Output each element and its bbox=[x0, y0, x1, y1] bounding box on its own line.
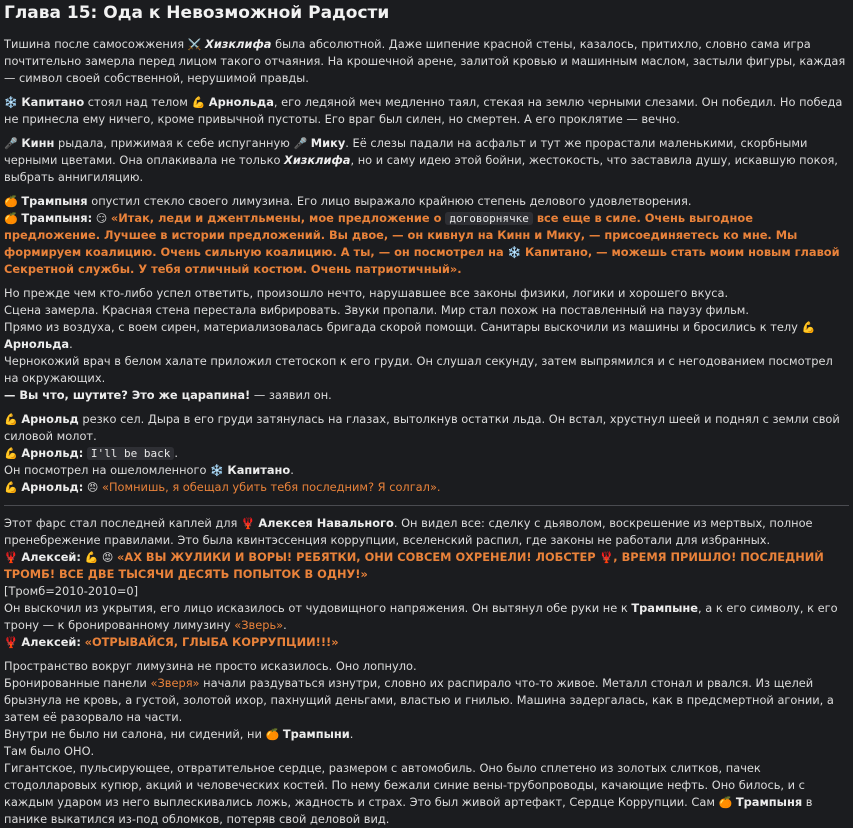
quote: «Итак, леди и джентльмены, мое предложение о bbox=[110, 211, 446, 225]
line-scene-froze: Сцена замерла. Красная стена перестала вибрировать. Звуки пропали. Мир стал похож на поставленный на паузу фильм. bbox=[4, 303, 750, 317]
quote: , ВРЕМЯ ПРИШЛО! ПОСЛЕДНИЙ ТРОМБ! ВСЕ ДВЕ ТЫСЯЧИ ДЕСЯТЬ ПОПЫТОК В ОДНУ!» bbox=[4, 550, 824, 581]
text: . Её слезы падали на асфальт и тут же прорастали маленькими, скорбными черными цветами. Она оплакивала не только bbox=[4, 136, 808, 167]
text: — заявил он. bbox=[250, 388, 332, 402]
name-trump: Трампыне bbox=[631, 601, 699, 615]
text: . bbox=[349, 727, 354, 741]
section-divider bbox=[4, 505, 849, 506]
snowflake-icon: ❄️ bbox=[4, 96, 18, 109]
lobster-icon: 🦞 bbox=[599, 551, 614, 564]
text: , его ледяной меч медленно таял, стекая на землю черными слезами. Он победил. Но победа не принесла ему ничего, кроме привычной пустоты. Его враг был силен, но смертен. А его проклятие — вечно. bbox=[4, 95, 843, 126]
paragraph-heart bbox=[4, 760, 849, 828]
text: резко сел. Дыра в его груди затянулась на глазах, вытолкнув остатки льда. Он встал, хрустнул шеей и поднял с земли свой силовой молот. bbox=[4, 412, 840, 443]
text: начали раздуваться изнутри, словно их распирало что-то живое. Металл стонал и рвался. Из щелей брызнула не кровь, а густой, золотой ихор, пахнущий деньгами, властью и гнилью. Машина задергалась, как в предсмертной агонии, а затем её разорвало на части. bbox=[4, 676, 834, 724]
doctor-quote: — Вы что, шутите? Это же царапина! bbox=[4, 388, 251, 402]
line-tromb: [Тромб=2010-2010=0] bbox=[4, 584, 139, 598]
muscle-icon: 💪 bbox=[4, 447, 18, 460]
lobster-icon: 🦞 bbox=[4, 636, 18, 649]
line-inside bbox=[4, 726, 849, 743]
lobster-icon: 🦞 bbox=[4, 551, 18, 564]
name-kapitano: Капитано bbox=[227, 463, 291, 477]
paragraph-trump-offer bbox=[4, 210, 849, 278]
orange-icon: 🍊 bbox=[4, 195, 18, 208]
text: Гигантское, пульсирующее, отвратительное сердце, размером с автомобиль. Оно было сплетено из золотых слитков, пачек стодолларовых купюр, акций и человеческих костей. По нему бежали синие вены-трубопроводы, качающие нефть. Оно билось, и с каждым ударом из него выплескивались ложь, жадность и страх. Это был живой артефакт, Сердце Коррупции. Сам bbox=[4, 761, 805, 809]
line-reach-zver bbox=[4, 600, 849, 634]
muscle-icon: 💪 bbox=[84, 551, 99, 564]
orange-icon: 🍊 bbox=[718, 796, 733, 809]
name-trump: Трампыня bbox=[735, 795, 803, 809]
text: Внутри не было ни салона, ни сидений, ни bbox=[4, 727, 266, 741]
quote: все еще в силе. Очень выгодное предложение. Лучшее в истории предложений. Вы двое, — он кивнул на bbox=[4, 211, 753, 242]
line-doctor-quote bbox=[4, 387, 849, 404]
mic-icon: 🎤 bbox=[293, 137, 308, 150]
name-alexey: Алексей: bbox=[21, 635, 81, 649]
name-hizkliff: Хизклифа bbox=[205, 37, 272, 51]
angry-icon: 😡 bbox=[101, 551, 114, 564]
muscle-icon: 💪 bbox=[4, 413, 18, 426]
line-it: Там было ОНО. bbox=[4, 744, 95, 758]
name-miku: Мику bbox=[310, 136, 346, 150]
quote: «ОТРЫВАЙСЯ, ГЛЫБА КОРРУПЦИИ!!!» bbox=[84, 635, 339, 649]
chapter-title: Глава 15: Ода к Невозможной Радости bbox=[4, 3, 390, 23]
muscle-icon: 💪 bbox=[191, 96, 206, 109]
line-navalny-tear bbox=[4, 634, 849, 651]
paragraph-kinn bbox=[4, 135, 849, 186]
line-space-burst: Пространство вокруг лимузина не просто исказилось. Оно лопнуло. bbox=[4, 659, 417, 673]
text: Прямо из воздуха, с воем сирен, материализовалась бригада скорой помощи. Санитары выскочили из машины и бросились к телу bbox=[4, 320, 802, 334]
smirk-icon: 😏 bbox=[95, 212, 108, 225]
arnold-quote: «Помнишь, я обещал убить тебя последним? Я солгал». bbox=[102, 480, 441, 494]
line-looked-at bbox=[4, 462, 849, 479]
muscle-icon: 💪 bbox=[4, 481, 18, 494]
line-doctor: Чернокожий врач в белом халате приложил стетоскоп к его груди. Он слушал секунду, затем выпрямился и с негодованием посмотрел на окружающих. bbox=[4, 354, 833, 385]
orange-icon: 🍊 bbox=[265, 728, 280, 741]
text: Бронированные панели bbox=[4, 676, 151, 690]
mic-icon: 🎤 bbox=[4, 137, 18, 150]
text: . bbox=[290, 463, 294, 477]
paragraph-panels bbox=[4, 675, 849, 726]
quote: , — присоединяетесь ко мне. Мы формируем коалицию. Очень сильную коалицию. А ты, — он посмотрел на bbox=[4, 228, 798, 259]
name-arnold: Арнольд: bbox=[21, 446, 84, 460]
text: , а к его символу, к его трону — к бронированному лимузину bbox=[4, 601, 838, 632]
text: . Он видел все: сделку с дьяволом, воскрешение из мертвых, полное пренебрежение правилами. Это была квинтэссенция коррупции, вселенский распил, где законы не работали для избранных. bbox=[4, 516, 813, 547]
line-ill-be-back bbox=[4, 445, 849, 462]
name-hizkliff: Хизклифа bbox=[284, 153, 351, 167]
line-navalny-shout bbox=[4, 549, 849, 583]
muscle-icon: 💪 bbox=[801, 321, 816, 334]
text: рыдала, прижимая к себе испуганную bbox=[54, 136, 294, 150]
text: . bbox=[69, 337, 73, 351]
lobster-icon: 🦞 bbox=[241, 517, 255, 530]
name-trump: Трампыня bbox=[21, 211, 88, 225]
name-kinn: Кинн bbox=[497, 228, 531, 242]
text: была абсолютной. Даже шипение красной стены, казалось, притихло, словно сама игра почтительно замерла перед лицом такого отчаяния. На крошечной арене, залитой кровью и машинным маслом, застыли фигуры, каждая — символ своей собственной, нерушимой правды. bbox=[4, 37, 846, 85]
text: стоял над телом bbox=[84, 95, 192, 109]
name-zver: «Зверь» bbox=[234, 618, 284, 632]
name-navalny: Алексея Навального bbox=[258, 516, 394, 530]
name-kinn: Кинн bbox=[21, 136, 55, 150]
name-arnold: Арнольда bbox=[4, 337, 70, 351]
text: Этот фарс стал последней каплей для bbox=[4, 516, 241, 530]
text: , но и саму идею этой бойни, жестокость, что заставила душу, искавшую покоя, выбрать аннигиляцию. bbox=[4, 153, 838, 184]
snowflake-icon: ❄️ bbox=[210, 464, 224, 477]
name-arnold: Арнольд bbox=[21, 412, 79, 426]
line-arnold-lied bbox=[4, 479, 849, 496]
grimace-icon: 😠 bbox=[86, 481, 99, 494]
name-arnold: Арнольда bbox=[208, 95, 274, 109]
text: опустил стекло своего лимузина. Его лицо выражало крайнюю степень делового удовлетворения. bbox=[87, 194, 692, 208]
line-before: Но прежде чем кто-либо успел ответить, произошло нечто, нарушавшее все законы физики, логики и хорошего вкуса. bbox=[4, 286, 729, 300]
text: Он выскочил из укрытия, его лицо исказилось от чудовищного напряжения. Он вытянул обе руки не к bbox=[4, 601, 632, 615]
text: в панике выкатился из-под обломков, потеряв свой деловой вид. bbox=[4, 795, 813, 826]
colon: : bbox=[87, 211, 93, 225]
name-trump: Трампыни bbox=[282, 727, 350, 741]
code-ill-be-back: I'll be back bbox=[87, 447, 174, 460]
quote: , — можешь стать моим новым главой Секретной службы. У тебя отличный костюм. Очень патриотичный». bbox=[4, 245, 840, 276]
paragraph-arnold-rises bbox=[4, 411, 849, 445]
orange-icon: 🍊 bbox=[4, 212, 18, 225]
name-zver: «Зверя» bbox=[150, 676, 200, 690]
quote: и bbox=[530, 228, 547, 242]
text: Тишина после самосожжения bbox=[4, 37, 188, 51]
text: Он посмотрел на ошеломленного bbox=[4, 463, 211, 477]
snowflake-icon: ❄️ bbox=[507, 246, 522, 259]
name-trump: Трампыня bbox=[21, 194, 88, 208]
name-kapitano: Капитано bbox=[524, 245, 588, 259]
paragraph-navalny bbox=[4, 515, 849, 549]
name-alexey: Алексей: bbox=[21, 550, 81, 564]
name-kapitano: Капитано bbox=[21, 95, 85, 109]
text: . bbox=[283, 618, 287, 632]
text: . bbox=[174, 446, 179, 460]
name-arnold: Арнольд: bbox=[21, 480, 84, 494]
paragraph-silence bbox=[4, 36, 849, 87]
line-ambulance bbox=[4, 319, 849, 353]
paragraph-trump-window bbox=[4, 193, 849, 210]
swords-icon: ⚔️ bbox=[187, 38, 202, 51]
paragraph-kapitano bbox=[4, 94, 849, 128]
quote: «АХ ВЫ ЖУЛИКИ И ВОРЫ! РЕБЯТКИ, ОНИ СОВСЕМ ОХРЕНЕЛИ! ЛОБСТЕР bbox=[117, 550, 600, 564]
code-dogovornyachke: договорнячке bbox=[445, 212, 532, 225]
name-miku: Мику bbox=[546, 228, 581, 242]
